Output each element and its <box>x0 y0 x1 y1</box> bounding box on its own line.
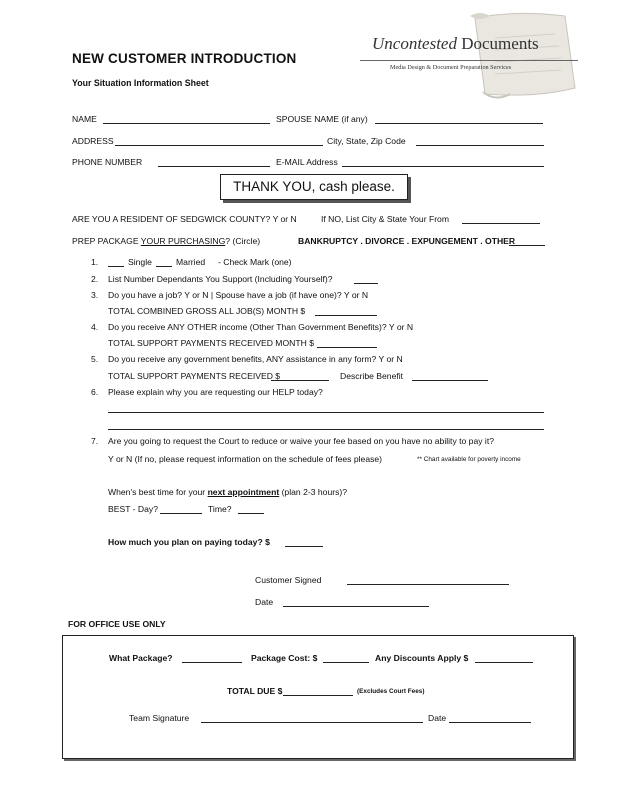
resident-question: ARE YOU A RESIDENT OF SEDGWICK COUNTY? Y or N <box>72 214 297 224</box>
appointment-text-a: When's best time for your <box>108 487 208 497</box>
logo-name-italic: Uncontested <box>372 34 457 53</box>
what-package-label: What Package? <box>109 653 173 663</box>
q4-total-field[interactable] <box>317 347 377 348</box>
best-day-field[interactable] <box>160 513 202 514</box>
q1-single-field[interactable] <box>108 266 124 267</box>
total-due-field[interactable] <box>283 695 353 696</box>
city-state-zip-field[interactable] <box>416 145 544 146</box>
time-field[interactable] <box>238 513 264 514</box>
q6-answer-line-2[interactable] <box>108 429 544 430</box>
q1-married-label: Married <box>176 257 206 267</box>
q4-number: 4. <box>91 322 99 332</box>
q1-number: 1. <box>91 257 99 267</box>
package-cost-field[interactable] <box>323 662 369 663</box>
q5-total-field[interactable] <box>271 380 329 381</box>
address-field[interactable] <box>115 145 323 146</box>
phone-label: PHONE NUMBER <box>72 157 143 167</box>
prep-label-b: ? (Circle) <box>225 236 261 246</box>
team-signature-label: Team Signature <box>129 713 190 723</box>
office-use-box <box>62 635 574 759</box>
prep-package-line <box>72 236 260 246</box>
q7-note: ** Chart available for poverty income <box>417 456 521 463</box>
q7-yes-no: Y or N (If no, please request information on the schedule of fees please) <box>108 454 383 464</box>
name-label: NAME <box>72 114 97 124</box>
appointment-text-underlined: next appointment <box>207 487 280 497</box>
q5-text: Do you receive any government benefits, ANY assistance in any form? Y or N <box>108 354 403 364</box>
resident-if-no: If NO, List City & State Your From <box>321 214 449 224</box>
total-due-label: TOTAL DUE $ <box>227 686 283 696</box>
email-label: E-MAIL Address <box>276 157 338 167</box>
q6-text: Please explain why you are requesting our HELP today? <box>108 387 323 397</box>
time-label: Time? <box>208 504 232 514</box>
logo-tagline: Media Design & Document Preparation Services <box>390 64 512 71</box>
q2-field[interactable] <box>354 283 378 284</box>
signature-date-label: Date <box>255 597 274 607</box>
q5-total-label: TOTAL SUPPORT PAYMENTS RECEIVED $ <box>108 371 281 381</box>
resident-city-field[interactable] <box>462 223 540 224</box>
phone-field[interactable] <box>158 166 270 167</box>
q3-total-label: TOTAL COMBINED GROSS ALL JOB(S) MONTH $ <box>108 306 306 316</box>
address-label: ADDRESS <box>72 136 114 146</box>
appointment-text-b: (plan 2-3 hours)? <box>279 487 348 497</box>
page-subtitle: Your Situation Information Sheet <box>72 78 209 88</box>
spouse-name-field[interactable] <box>375 123 543 124</box>
prep-options[interactable]: BANKRUPTCY . DIVORCE . EXPUNGEMENT . OTHER <box>298 236 516 246</box>
excludes-court-fees: (Excludes Court Fees) <box>357 688 425 695</box>
what-package-field[interactable] <box>182 662 242 663</box>
spouse-name-label: SPOUSE NAME (if any) <box>276 114 368 124</box>
logo <box>360 8 600 106</box>
appointment-line <box>108 487 347 497</box>
q2-text: List Number Dependants You Support (Including Yourself)? <box>108 274 333 284</box>
prep-label-underlined: YOUR PURCHASING <box>140 236 226 246</box>
name-field[interactable] <box>103 123 270 124</box>
office-date-label: Date <box>428 713 447 723</box>
office-date-field[interactable] <box>449 722 531 723</box>
signature-date-field[interactable] <box>283 606 429 607</box>
email-field[interactable] <box>342 166 544 167</box>
discounts-label: Any Discounts Apply $ <box>375 653 469 663</box>
q6-answer-line-1[interactable] <box>108 412 544 413</box>
q5-describe-label: Describe Benefit <box>340 371 404 381</box>
customer-signed-label: Customer Signed <box>255 575 322 585</box>
team-signature-field[interactable] <box>201 722 423 723</box>
prep-other-field[interactable] <box>509 245 545 246</box>
q7-number: 7. <box>91 436 99 446</box>
q4-total-label: TOTAL SUPPORT PAYMENTS RECEIVED MONTH $ <box>108 338 314 348</box>
q3-number: 3. <box>91 290 99 300</box>
q3-total-field[interactable] <box>315 315 377 316</box>
office-use-heading: FOR OFFICE USE ONLY <box>68 619 166 629</box>
scroll-graphic <box>455 8 595 104</box>
customer-signed-field[interactable] <box>347 584 509 585</box>
prep-label-a: PREP PACKAGE <box>72 236 141 246</box>
discounts-field[interactable] <box>475 662 533 663</box>
pay-today-label: How much you plan on paying today? $ <box>108 537 270 547</box>
best-day-label: BEST - Day? <box>108 504 158 514</box>
q1-check-mark: - Check Mark (one) <box>218 257 292 267</box>
q4-text: Do you receive ANY OTHER income (Other Than Government Benefits)? Y or N <box>108 322 414 332</box>
pay-today-field[interactable] <box>285 546 323 547</box>
city-state-zip-label: City, State, Zip Code <box>327 136 406 146</box>
q5-number: 5. <box>91 354 99 364</box>
q5-describe-field[interactable] <box>412 380 488 381</box>
logo-name-rest: Documents <box>461 34 539 53</box>
package-cost-label: Package Cost: $ <box>251 653 318 663</box>
thank-you-box: THANK YOU, cash please. <box>220 174 408 200</box>
q6-number: 6. <box>91 387 99 397</box>
q1-married-field[interactable] <box>156 266 172 267</box>
q3-text: Do you have a job? Y or N | Spouse have a job (if have one)? Y or N <box>108 290 369 300</box>
q2-number: 2. <box>91 274 99 284</box>
q7-text: Are you going to request the Court to reduce or waive your fee based on you have no ability to pay it? <box>108 436 495 446</box>
q1-single-label: Single <box>128 257 152 267</box>
page-title: NEW CUSTOMER INTRODUCTION <box>72 51 297 66</box>
